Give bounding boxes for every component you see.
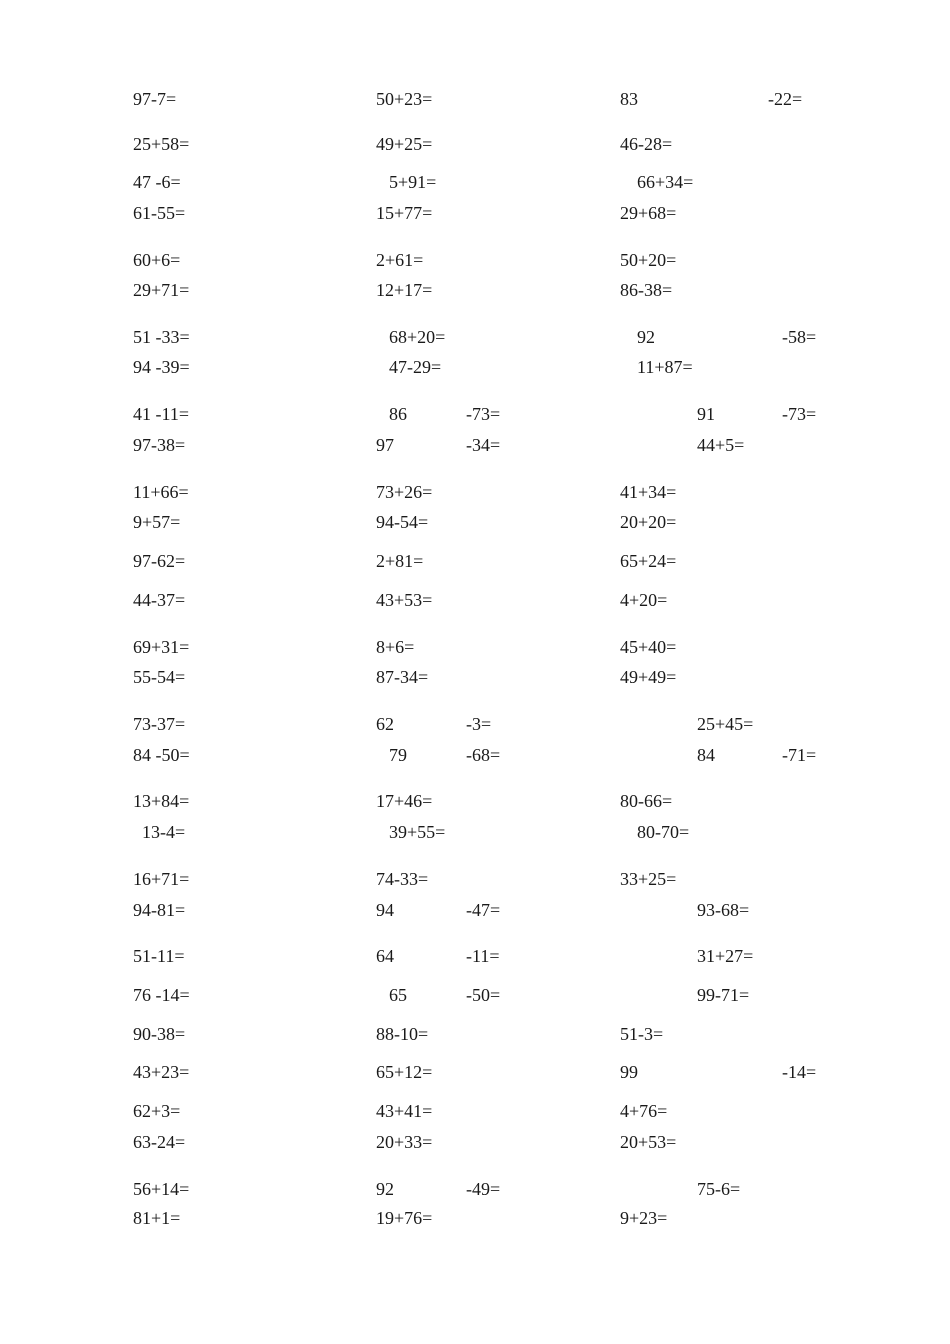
problem-part: 86 <box>389 404 407 424</box>
problem: 81+1= <box>133 1208 181 1228</box>
problem: 43+53= <box>376 590 433 610</box>
problem-part: 97 <box>376 435 394 455</box>
problem: 80-70= <box>637 822 690 842</box>
problem: 87-34= <box>376 667 429 687</box>
problem-part: 84 <box>697 745 715 765</box>
problem: 20+33= <box>376 1132 433 1152</box>
problem: 73+26= <box>376 482 433 502</box>
problem-part: -58= <box>782 327 817 347</box>
problem-part: -11= <box>466 946 500 966</box>
problem: 20+20= <box>620 512 677 532</box>
problem: 94-81= <box>133 900 186 920</box>
problem: 50+23= <box>376 89 433 109</box>
problem: 75-6= <box>697 1179 741 1199</box>
problem: 63-24= <box>133 1132 186 1152</box>
problem: 4+20= <box>620 590 668 610</box>
problem-part: 91 <box>697 404 715 424</box>
problem: 11+66= <box>133 482 189 502</box>
problem: 2+81= <box>376 551 424 571</box>
problem: 44-37= <box>133 590 186 610</box>
problem-part: -14= <box>782 1062 817 1082</box>
problem: 94-54= <box>376 512 429 532</box>
problem: 9+57= <box>133 512 181 532</box>
problem: 76 -14= <box>133 985 190 1005</box>
problem: 19+76= <box>376 1208 433 1228</box>
problem-part: 99 <box>620 1062 638 1082</box>
problem: 65+24= <box>620 551 677 571</box>
problem: 4+76= <box>620 1101 668 1121</box>
problem: 88-10= <box>376 1024 429 1044</box>
problem: 50+20= <box>620 250 677 270</box>
problem: 13+84= <box>133 791 190 811</box>
problem: 49+25= <box>376 134 433 154</box>
problem: 16+71= <box>133 869 190 889</box>
problem: 73-37= <box>133 714 186 734</box>
problem: 45+40= <box>620 637 677 657</box>
problem: 62+3= <box>133 1101 181 1121</box>
problem: 60+6= <box>133 250 181 270</box>
problem: 51-3= <box>620 1024 664 1044</box>
problem-part: 94 <box>376 900 394 920</box>
problem: 84 -50= <box>133 745 190 765</box>
problem-part: -73= <box>782 404 817 424</box>
problem: 12+17= <box>376 280 433 300</box>
problem: 29+71= <box>133 280 190 300</box>
problem: 13-4= <box>142 822 186 842</box>
problem-part: 79 <box>389 745 407 765</box>
problem: 51 -33= <box>133 327 190 347</box>
problem: 97-38= <box>133 435 186 455</box>
problem: 99-71= <box>697 985 750 1005</box>
problem: 93-68= <box>697 900 750 920</box>
problem: 41 -11= <box>133 404 189 424</box>
problem-part: -68= <box>466 745 501 765</box>
problem-part: -73= <box>466 404 501 424</box>
problem: 11+87= <box>637 357 693 377</box>
problem: 20+53= <box>620 1132 677 1152</box>
problem: 2+61= <box>376 250 424 270</box>
problem: 33+25= <box>620 869 677 889</box>
problem: 17+46= <box>376 791 433 811</box>
problem: 15+77= <box>376 203 433 223</box>
problem: 46-28= <box>620 134 673 154</box>
problem: 56+14= <box>133 1179 190 1199</box>
problem-part: -49= <box>466 1179 501 1199</box>
problem: 43+23= <box>133 1062 190 1082</box>
problem-part: -50= <box>466 985 501 1005</box>
problem: 25+45= <box>697 714 754 734</box>
problem: 39+55= <box>389 822 446 842</box>
problem: 47-29= <box>389 357 442 377</box>
problem: 86-38= <box>620 280 673 300</box>
problem: 25+58= <box>133 134 190 154</box>
problem: 65+12= <box>376 1062 433 1082</box>
problem-part: 83 <box>620 89 638 109</box>
problem-part: 62 <box>376 714 394 734</box>
problem: 61-55= <box>133 203 186 223</box>
problem: 80-66= <box>620 791 673 811</box>
problem: 55-54= <box>133 667 186 687</box>
problem: 97-62= <box>133 551 186 571</box>
problem: 5+91= <box>389 172 437 192</box>
problem-part: -34= <box>466 435 501 455</box>
problem: 94 -39= <box>133 357 190 377</box>
problem-part: 64 <box>376 946 394 966</box>
problem: 66+34= <box>637 172 694 192</box>
problem: 31+27= <box>697 946 754 966</box>
problem: 41+34= <box>620 482 677 502</box>
problem: 47 -6= <box>133 172 181 192</box>
problem: 29+68= <box>620 203 677 223</box>
problem-part: -3= <box>466 714 492 734</box>
problem-part: -71= <box>782 745 817 765</box>
problem-part: 92 <box>637 327 655 347</box>
problem: 8+6= <box>376 637 415 657</box>
problem-part: -22= <box>768 89 803 109</box>
problem-part: 92 <box>376 1179 394 1199</box>
problem: 43+41= <box>376 1101 433 1121</box>
problem: 90-38= <box>133 1024 186 1044</box>
problem: 69+31= <box>133 637 190 657</box>
problem: 44+5= <box>697 435 745 455</box>
problem: 74-33= <box>376 869 429 889</box>
problem-part: -47= <box>466 900 501 920</box>
problem: 9+23= <box>620 1208 668 1228</box>
problem: 68+20= <box>389 327 446 347</box>
problem: 51-11= <box>133 946 185 966</box>
problem: 49+49= <box>620 667 677 687</box>
problem: 97-7= <box>133 89 177 109</box>
problem-part: 65 <box>389 985 407 1005</box>
